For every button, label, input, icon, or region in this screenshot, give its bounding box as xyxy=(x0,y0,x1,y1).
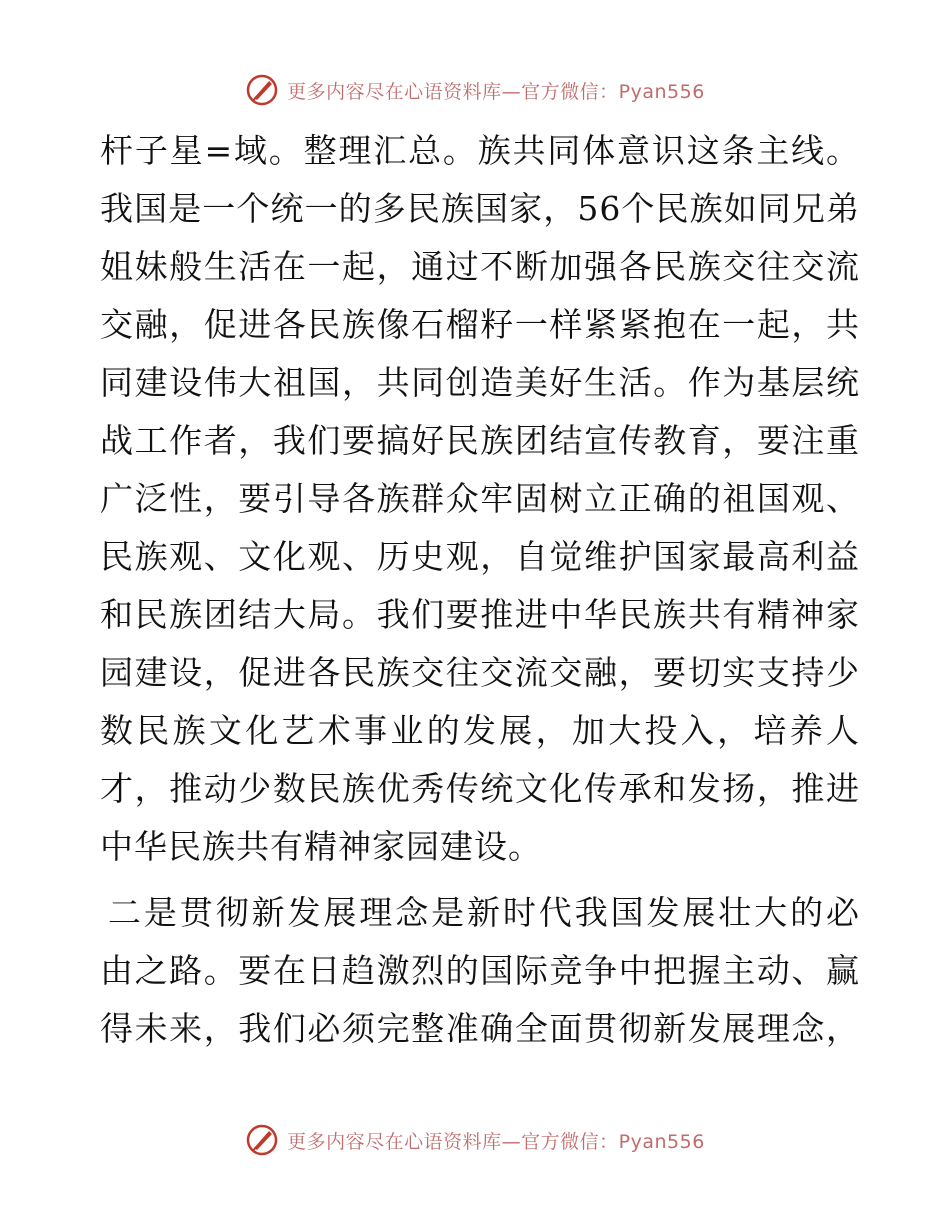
text-line: 园建设，促进各民族交往交流交融，要切实支持少 xyxy=(100,653,860,692)
text-line: 数民族文化艺术事业的发展，加大投入，培养人 xyxy=(100,711,860,750)
text-line: 杆子星=域。整理汇总。族共同体意识这条主线。 xyxy=(100,131,860,170)
footer-banner xyxy=(0,1120,950,1160)
footer-banner-text: 更多内容尽在心语资料库—官方微信：Pyan556 xyxy=(287,1130,705,1153)
header-banner-text: 更多内容尽在心语资料库—官方微信：Pyan556 xyxy=(287,80,705,103)
text-line: 我国是一个统一的多民族国家，56个民族如同兄弟 xyxy=(100,189,860,228)
header-banner xyxy=(0,70,950,110)
text-line: 才，推动少数民族优秀传统文化传承和发扬，推进 xyxy=(100,769,860,808)
quill-logo-icon xyxy=(245,73,279,107)
text-line: 交融，促进各民族像石榴籽一样紧紧抱在一起，共 xyxy=(100,305,860,344)
text-line: 广泛性，要引导各族群众牢固树立正确的祖国观、 xyxy=(100,479,860,518)
text-line: 姐妹般生活在一起，通过不断加强各民族交往交流 xyxy=(100,247,860,286)
text-line: 和民族团结大局。我们要推进中华民族共有精神家 xyxy=(100,595,860,634)
text-line: 民族观、文化观、历史观，自觉维护国家最高利益 xyxy=(100,537,860,576)
text-line: 由之路。要在日趋激烈的国际竞争中把握主动、赢 xyxy=(100,951,860,990)
text-line: 得未来，我们必须完整准确全面贯彻新发展理念， xyxy=(100,1009,860,1048)
paragraph-2 xyxy=(100,884,860,1058)
text-line: 同建设伟大祖国，共同创造美好生活。作为基层统 xyxy=(100,363,860,402)
text-line: 中华民族共有精神家园建设。 xyxy=(100,827,542,866)
paragraph-gap xyxy=(100,876,860,884)
paragraph-1 xyxy=(100,122,860,876)
text-line: 二是贯彻新发展理念是新时代我国发展壮大的必 xyxy=(108,893,860,932)
document-body xyxy=(100,122,860,1058)
text-line: 战工作者，我们要搞好民族团结宣传教育，要注重 xyxy=(100,421,860,460)
quill-logo-icon xyxy=(245,1123,279,1157)
